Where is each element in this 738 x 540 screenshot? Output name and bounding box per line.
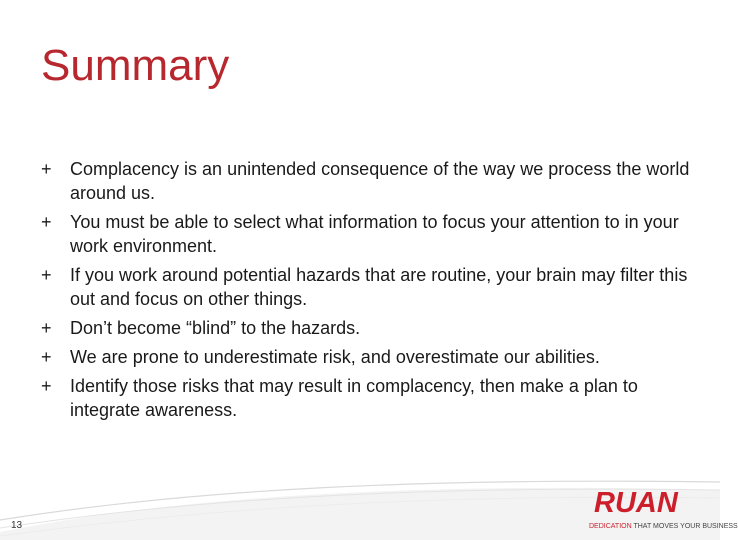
logo-tagline [589, 522, 738, 531]
bullet-text: We are prone to underestimate risk, and overestimate our abilities. [70, 347, 600, 367]
bullet-text: If you work around potential hazards that are routine, your brain may filter this out and focus on other things. [70, 265, 688, 309]
bullet-list [40, 157, 690, 427]
plus-bullet-icon: + [41, 265, 52, 285]
bullet-item [40, 345, 690, 369]
bullet-text: You must be able to select what information to focus your attention to in your work environment. [70, 212, 679, 256]
bullet-text: Identify those risks that may result in complacency, then make a plan to integrate awareness. [70, 376, 638, 420]
bullet-text: Don’t become “blind” to the hazards. [70, 318, 361, 338]
ruan-logo: RUAN [594, 487, 678, 519]
plus-bullet-icon: + [41, 318, 52, 338]
bullet-text: Complacency is an unintended consequence of the way we process the world around us. [70, 159, 690, 203]
plus-bullet-icon: + [41, 212, 52, 232]
bullet-item [40, 157, 690, 205]
plus-bullet-icon: + [41, 159, 52, 179]
bullet-item [40, 263, 690, 311]
bullet-item [40, 316, 690, 340]
tagline-accent: DEDICATION [589, 523, 632, 530]
slide-title: Summary [41, 41, 230, 90]
plus-bullet-icon: + [41, 347, 52, 367]
page-number: 13 [11, 520, 23, 531]
plus-bullet-icon: + [41, 376, 52, 396]
bullet-item [40, 210, 690, 258]
bullet-item [40, 374, 690, 422]
tagline-rest: THAT MOVES YOUR BUSINESS [631, 523, 738, 530]
